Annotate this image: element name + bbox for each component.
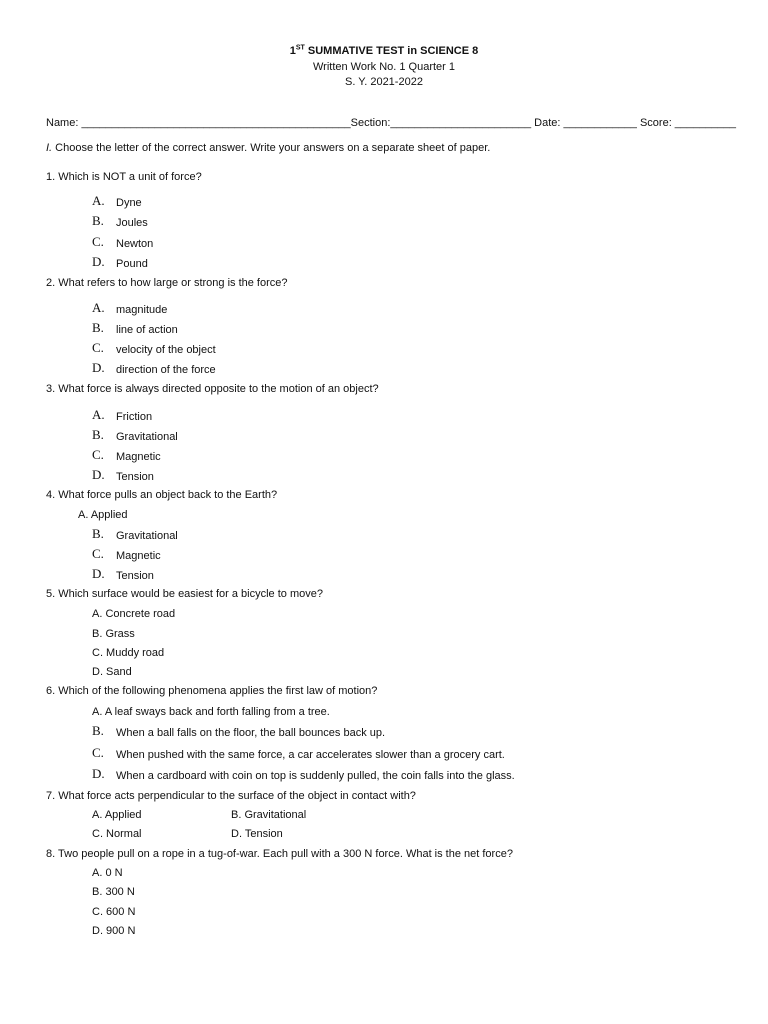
q8-option-c: C. 600 N	[92, 906, 136, 918]
q4-letter-b: B.	[92, 526, 104, 541]
q2-letter-a: A.	[92, 300, 105, 315]
q4-option-c: Magnetic	[116, 550, 161, 562]
q2-option-a: magnitude	[116, 304, 168, 316]
q3-letter-c: C.	[92, 447, 104, 462]
q6-letter-d: D.	[92, 766, 105, 781]
q4-letter-c: C.	[92, 546, 104, 561]
test-subtitle: Written Work No. 1 Quarter 1	[312, 61, 456, 73]
question-7: 7. What force acts perpendicular to the surface of the object in contact with?	[46, 790, 416, 802]
q1-option-d: Pound	[116, 258, 148, 270]
question-3: 3. What force is always directed opposite to the motion of an object?	[46, 383, 379, 395]
q3-letter-d: D.	[92, 467, 105, 482]
q3-option-a: Friction	[116, 411, 153, 423]
q8-option-d: D. 900 N	[92, 925, 136, 937]
q1-letter-d: D.	[92, 254, 105, 269]
q3-option-b: Gravitational	[116, 431, 178, 443]
q5-option-b: B. Grass	[92, 628, 135, 640]
q4-option-a: A. Applied	[78, 509, 128, 521]
instruction: I. Choose the letter of the correct answer. Write your answers on a separate sheet of paper.	[46, 142, 491, 154]
q2-option-d: direction of the force	[116, 364, 216, 376]
q7-option-d: D. Tension	[231, 828, 283, 840]
q6-letter-c: C.	[92, 745, 104, 760]
q1-letter-a: A.	[92, 193, 105, 208]
q6-letter-b: B.	[92, 723, 104, 738]
question-5: 5. Which surface would be easiest for a bicycle to move?	[46, 588, 323, 600]
q3-letter-a: A.	[92, 407, 105, 422]
q2-letter-c: C.	[92, 340, 104, 355]
q2-letter-b: B.	[92, 320, 104, 335]
q2-option-c: velocity of the object	[116, 344, 216, 356]
question-2: 2. What refers to how large or strong is the force?	[46, 277, 288, 289]
q2-option-b: line of action	[116, 324, 178, 336]
school-year: S. Y. 2021-2022	[345, 76, 423, 88]
test-title: 1ST SUMMATIVE TEST in SCIENCE 8	[289, 44, 479, 57]
q6-option-b: When a ball falls on the floor, the ball bounces back up.	[116, 727, 386, 739]
question-4: 4. What force pulls an object back to the Earth?	[46, 489, 278, 501]
q4-option-d: Tension	[116, 570, 154, 582]
q3-option-c: Magnetic	[116, 451, 161, 463]
q1-option-b: Joules	[116, 217, 148, 229]
q1-letter-c: C.	[92, 234, 104, 249]
q1-letter-b: B.	[92, 213, 104, 228]
q2-letter-d: D.	[92, 360, 105, 375]
question-6: 6. Which of the following phenomena applies the first law of motion?	[46, 685, 378, 697]
q3-letter-b: B.	[92, 427, 104, 442]
q6-option-d: When a cardboard with coin on top is suddenly pulled, the coin falls into the glass.	[116, 770, 515, 782]
q3-option-d: Tension	[116, 471, 154, 483]
q5-option-d: D. Sand	[92, 666, 132, 678]
q8-option-a: A. 0 N	[92, 867, 123, 879]
q5-option-c: C. Muddy road	[92, 647, 165, 659]
q7-option-a: A. Applied	[92, 809, 142, 821]
q6-option-c: When pushed with the same force, a car accelerates slower than a grocery cart.	[116, 749, 505, 761]
q8-option-b: B. 300 N	[92, 886, 135, 898]
question-1: 1. Which is NOT a unit of force?	[46, 171, 202, 183]
q5-option-a: A. Concrete road	[92, 608, 176, 620]
q6-option-a: A. A leaf sways back and forth falling from a tree.	[92, 706, 330, 718]
q7-option-c: C. Normal	[92, 828, 142, 840]
q4-option-b: Gravitational	[116, 530, 178, 542]
q1-option-c: Newton	[116, 238, 154, 250]
student-info-line: Name: ____________________________________________Section:_______________________ Date: ____________ Score: __________	[46, 117, 736, 129]
q1-option-a: Dyne	[116, 197, 142, 209]
question-8: 8. Two people pull on a rope in a tug-of-war. Each pull with a 300 N force. What is the net force?	[46, 848, 513, 860]
q4-letter-d: D.	[92, 566, 105, 581]
q7-option-b: B. Gravitational	[231, 809, 307, 821]
